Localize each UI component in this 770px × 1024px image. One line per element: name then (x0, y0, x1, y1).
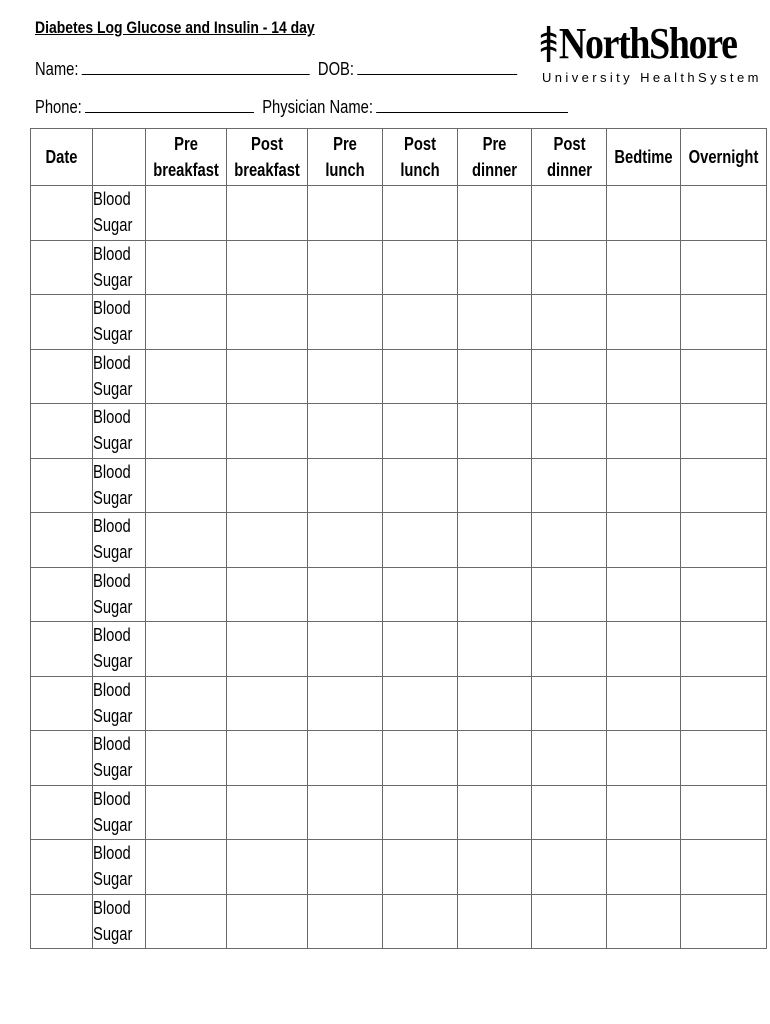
reading-entry-cell[interactable] (607, 622, 681, 677)
column-header-text (234, 131, 300, 183)
date-entry-cell[interactable] (31, 785, 93, 840)
table-row (31, 731, 767, 786)
reading-entry-cell[interactable] (681, 186, 767, 241)
column-header (227, 129, 308, 186)
column-header-line1: Pre (174, 134, 198, 154)
reading-entry-cell[interactable] (383, 894, 458, 949)
reading-entry-cell[interactable] (308, 840, 383, 895)
reading-entry-cell[interactable] (607, 894, 681, 949)
reading-entry-cell[interactable] (146, 349, 227, 404)
reading-entry-cell[interactable] (681, 676, 767, 731)
date-entry-cell[interactable] (31, 240, 93, 295)
blood-sugar-label (93, 513, 132, 565)
reading-entry-cell[interactable] (227, 295, 308, 350)
reading-entry-cell[interactable] (146, 513, 227, 568)
column-header (607, 129, 681, 186)
date-entry-cell[interactable] (31, 840, 93, 895)
blood-sugar-label-line2: Sugar (93, 378, 133, 399)
blood-sugar-label (93, 404, 132, 456)
reading-entry-cell[interactable] (607, 295, 681, 350)
column-header-line2: lunch (400, 160, 440, 180)
reading-entry-cell[interactable] (681, 404, 767, 459)
blood-sugar-label-line1: Blood (93, 897, 131, 918)
reading-entry-cell[interactable] (532, 513, 607, 568)
reading-entry-cell[interactable] (681, 567, 767, 622)
reading-entry-cell[interactable] (458, 458, 532, 513)
reading-entry-cell[interactable] (383, 186, 458, 241)
reading-entry-cell[interactable] (681, 240, 767, 295)
column-header-line1: Post (251, 134, 284, 154)
blood-sugar-label-line1: Blood (93, 243, 131, 264)
column-header-line1: Date (45, 147, 78, 167)
reading-entry-cell[interactable] (458, 785, 532, 840)
blood-sugar-label (93, 677, 132, 729)
blood-sugar-label-line1: Blood (93, 570, 131, 591)
blood-sugar-label-cell (93, 567, 146, 622)
blood-sugar-label-cell (93, 894, 146, 949)
column-header-text (45, 144, 77, 170)
date-entry-cell[interactable] (31, 731, 93, 786)
reading-entry-cell[interactable] (458, 513, 532, 568)
name-label: Name: (35, 59, 79, 79)
reading-entry-cell[interactable] (146, 404, 227, 459)
reading-entry-cell[interactable] (227, 513, 308, 568)
column-header-text (547, 131, 592, 183)
blood-sugar-label-line2: Sugar (93, 215, 133, 235)
blood-sugar-label-cell (93, 785, 146, 840)
name-dob-line (35, 58, 525, 80)
reading-entry-cell[interactable] (227, 186, 308, 241)
blood-sugar-label-line2: Sugar (93, 869, 133, 889)
date-entry-cell[interactable] (31, 567, 93, 622)
table-row (31, 622, 767, 677)
logo-name: NorthShore (558, 19, 737, 68)
blood-sugar-label-line1: Blood (93, 461, 131, 482)
phone-physician-line (35, 96, 576, 118)
blood-sugar-label (93, 241, 132, 293)
phone-field[interactable] (85, 96, 254, 113)
blood-sugar-label-cell (93, 404, 146, 459)
blood-sugar-label-line2: Sugar (93, 651, 133, 671)
column-header-text (400, 131, 439, 183)
blood-sugar-label-cell (93, 240, 146, 295)
reading-entry-cell[interactable] (227, 840, 308, 895)
physician-field[interactable] (376, 96, 568, 113)
reading-entry-cell[interactable] (681, 785, 767, 840)
column-header (681, 129, 767, 186)
dob-label: DOB: (317, 59, 355, 79)
column-header-line1: Post (553, 134, 586, 154)
reading-entry-cell[interactable] (458, 894, 532, 949)
blood-sugar-label-line2: Sugar (93, 487, 133, 508)
reading-entry-cell[interactable] (383, 295, 458, 350)
reading-entry-cell[interactable] (458, 731, 532, 786)
reading-entry-cell[interactable] (146, 731, 227, 786)
reading-entry-cell[interactable] (308, 295, 383, 350)
reading-entry-cell[interactable] (308, 622, 383, 677)
blood-sugar-label-line2: Sugar (93, 269, 133, 290)
reading-entry-cell[interactable] (681, 840, 767, 895)
reading-entry-cell[interactable] (146, 676, 227, 731)
blood-sugar-label (93, 186, 132, 238)
table-row (31, 186, 767, 241)
column-header-text (472, 131, 517, 183)
column-header (146, 129, 227, 186)
column-header-text (614, 144, 672, 170)
reading-entry-cell[interactable] (227, 894, 308, 949)
reading-entry-cell[interactable] (308, 513, 383, 568)
column-header-line1: Post (404, 134, 437, 154)
reading-entry-cell[interactable] (681, 894, 767, 949)
column-header (31, 129, 93, 186)
table-header-row (31, 129, 767, 186)
column-header (458, 129, 532, 186)
reading-entry-cell[interactable] (308, 349, 383, 404)
reading-entry-cell[interactable] (532, 295, 607, 350)
glucose-log-table (30, 128, 767, 949)
blood-sugar-label (93, 895, 132, 947)
table-row (31, 676, 767, 731)
blood-sugar-label-line2: Sugar (93, 596, 133, 617)
reading-entry-cell[interactable] (458, 295, 532, 350)
reading-entry-cell[interactable] (227, 731, 308, 786)
reading-entry-cell[interactable] (383, 349, 458, 404)
reading-entry-cell[interactable] (146, 840, 227, 895)
blood-sugar-label-line1: Blood (93, 189, 131, 209)
column-header-line1: Pre (482, 134, 507, 154)
table-row (31, 513, 767, 568)
blood-sugar-label-line2: Sugar (93, 923, 133, 944)
blood-sugar-label-line2: Sugar (93, 542, 133, 562)
reading-entry-cell[interactable] (308, 404, 383, 459)
blood-sugar-label-line1: Blood (93, 788, 131, 809)
column-header (532, 129, 607, 186)
reading-entry-cell[interactable] (146, 622, 227, 677)
column-header-line2: breakfast (234, 160, 300, 180)
table-row (31, 567, 767, 622)
blood-sugar-label-line1: Blood (93, 516, 131, 536)
reading-entry-cell[interactable] (532, 349, 607, 404)
column-header-line2: dinner (472, 160, 518, 180)
reading-entry-cell[interactable] (532, 622, 607, 677)
reading-entry-cell[interactable] (607, 186, 681, 241)
blood-sugar-label-line1: Blood (93, 298, 131, 318)
reading-entry-cell[interactable] (458, 676, 532, 731)
reading-entry-cell[interactable] (681, 458, 767, 513)
reading-entry-cell[interactable] (146, 186, 227, 241)
blood-sugar-label-cell (93, 840, 146, 895)
column-header (93, 129, 146, 186)
reading-entry-cell[interactable] (681, 622, 767, 677)
northshore-logo (540, 19, 762, 90)
reading-entry-cell[interactable] (532, 894, 607, 949)
blood-sugar-label-cell (93, 622, 146, 677)
reading-entry-cell[interactable] (607, 567, 681, 622)
blood-sugar-label-line1: Blood (93, 352, 131, 373)
blood-sugar-label-cell (93, 513, 146, 568)
blood-sugar-label-line1: Blood (93, 679, 131, 700)
column-header-text (325, 131, 364, 183)
name-field[interactable] (82, 58, 310, 75)
logo-wordmark (540, 20, 737, 68)
logo-cross-icon (540, 26, 557, 62)
blood-sugar-label (93, 840, 132, 892)
reading-entry-cell[interactable] (681, 349, 767, 404)
reading-entry-cell[interactable] (308, 731, 383, 786)
column-header-text (689, 144, 759, 170)
column-header-text (153, 131, 219, 183)
reading-entry-cell[interactable] (458, 840, 532, 895)
date-entry-cell[interactable] (31, 622, 93, 677)
reading-entry-cell[interactable] (146, 894, 227, 949)
blood-sugar-label-line1: Blood (93, 625, 131, 645)
blood-sugar-label (93, 622, 132, 674)
reading-entry-cell[interactable] (532, 404, 607, 459)
reading-entry-cell[interactable] (383, 404, 458, 459)
document-title: Diabetes Log Glucose and Insulin - 14 day (35, 18, 315, 37)
column-header-line2: lunch (325, 160, 365, 180)
reading-entry-cell[interactable] (227, 240, 308, 295)
blood-sugar-label-line2: Sugar (93, 705, 133, 726)
blood-sugar-label-cell (93, 349, 146, 404)
physician-label: Physician Name: (262, 97, 373, 117)
reading-entry-cell[interactable] (607, 840, 681, 895)
blood-sugar-label-line1: Blood (93, 843, 131, 863)
table-row (31, 785, 767, 840)
date-entry-cell[interactable] (31, 186, 93, 241)
reading-entry-cell[interactable] (458, 349, 532, 404)
dob-field[interactable] (357, 58, 517, 75)
reading-entry-cell[interactable] (227, 676, 308, 731)
reading-entry-cell[interactable] (458, 622, 532, 677)
column-header-line2: dinner (546, 160, 592, 180)
reading-entry-cell[interactable] (146, 785, 227, 840)
reading-entry-cell[interactable] (308, 894, 383, 949)
reading-entry-cell[interactable] (607, 349, 681, 404)
reading-entry-cell[interactable] (383, 731, 458, 786)
table-row (31, 840, 767, 895)
reading-entry-cell[interactable] (532, 567, 607, 622)
blood-sugar-label-cell (93, 186, 146, 241)
table-row (31, 240, 767, 295)
reading-entry-cell[interactable] (383, 785, 458, 840)
blood-sugar-label-line2: Sugar (93, 814, 133, 835)
reading-entry-cell[interactable] (532, 785, 607, 840)
reading-entry-cell[interactable] (532, 458, 607, 513)
reading-entry-cell[interactable] (308, 458, 383, 513)
reading-entry-cell[interactable] (308, 785, 383, 840)
reading-entry-cell[interactable] (607, 785, 681, 840)
reading-entry-cell[interactable] (607, 676, 681, 731)
blood-sugar-label (93, 731, 132, 783)
date-entry-cell[interactable] (31, 404, 93, 459)
reading-entry-cell[interactable] (308, 567, 383, 622)
blood-sugar-label-line2: Sugar (93, 760, 133, 780)
reading-entry-cell[interactable] (458, 240, 532, 295)
reading-entry-cell[interactable] (383, 676, 458, 731)
reading-entry-cell[interactable] (607, 458, 681, 513)
reading-entry-cell[interactable] (227, 567, 308, 622)
date-entry-cell[interactable] (31, 458, 93, 513)
reading-entry-cell[interactable] (681, 513, 767, 568)
blood-sugar-label-cell (93, 295, 146, 350)
reading-entry-cell[interactable] (681, 731, 767, 786)
reading-entry-cell[interactable] (227, 349, 308, 404)
reading-entry-cell[interactable] (607, 513, 681, 568)
column-header-line1: Bedtime (614, 147, 673, 167)
blood-sugar-label-line2: Sugar (93, 324, 133, 344)
reading-entry-cell[interactable] (607, 404, 681, 459)
blood-sugar-label (93, 350, 132, 402)
blood-sugar-label-line1: Blood (93, 734, 131, 754)
reading-entry-cell[interactable] (146, 567, 227, 622)
table-row (31, 295, 767, 350)
reading-entry-cell[interactable] (532, 676, 607, 731)
reading-entry-cell[interactable] (383, 567, 458, 622)
blood-sugar-label-cell (93, 458, 146, 513)
reading-entry-cell[interactable] (146, 240, 227, 295)
column-header-line1: Pre (333, 134, 357, 154)
reading-entry-cell[interactable] (607, 731, 681, 786)
reading-entry-cell[interactable] (383, 622, 458, 677)
reading-entry-cell[interactable] (227, 785, 308, 840)
date-entry-cell[interactable] (31, 295, 93, 350)
date-entry-cell[interactable] (31, 676, 93, 731)
blood-sugar-label (93, 295, 132, 347)
date-entry-cell[interactable] (31, 349, 93, 404)
reading-entry-cell[interactable] (681, 295, 767, 350)
date-entry-cell[interactable] (31, 513, 93, 568)
blood-sugar-label (93, 568, 132, 620)
reading-entry-cell[interactable] (308, 240, 383, 295)
table-row (31, 894, 767, 949)
blood-sugar-label-line1: Blood (93, 407, 131, 427)
reading-entry-cell[interactable] (227, 622, 308, 677)
date-entry-cell[interactable] (31, 894, 93, 949)
column-header (383, 129, 458, 186)
table-row (31, 349, 767, 404)
blood-sugar-label (93, 459, 132, 511)
reading-entry-cell[interactable] (458, 186, 532, 241)
reading-entry-cell[interactable] (227, 458, 308, 513)
reading-entry-cell[interactable] (458, 404, 532, 459)
reading-entry-cell[interactable] (532, 731, 607, 786)
phone-label: Phone: (35, 97, 82, 117)
logo-subtitle: University HealthSystem (542, 70, 762, 85)
reading-entry-cell[interactable] (146, 295, 227, 350)
reading-entry-cell[interactable] (607, 240, 681, 295)
reading-entry-cell[interactable] (383, 513, 458, 568)
reading-entry-cell[interactable] (227, 404, 308, 459)
column-header-line2: breakfast (153, 160, 219, 180)
table-row (31, 458, 767, 513)
reading-entry-cell[interactable] (383, 840, 458, 895)
reading-entry-cell[interactable] (532, 840, 607, 895)
blood-sugar-label (93, 786, 132, 838)
column-header-line1: Overnight (688, 147, 759, 167)
reading-entry-cell[interactable] (383, 458, 458, 513)
blood-sugar-label-cell (93, 731, 146, 786)
reading-entry-cell[interactable] (383, 240, 458, 295)
column-header (308, 129, 383, 186)
table-row (31, 404, 767, 459)
table-body (31, 186, 767, 949)
reading-entry-cell[interactable] (532, 186, 607, 241)
blood-sugar-label-cell (93, 676, 146, 731)
reading-entry-cell[interactable] (308, 676, 383, 731)
blood-sugar-label-line2: Sugar (93, 433, 133, 453)
reading-entry-cell[interactable] (532, 240, 607, 295)
reading-entry-cell[interactable] (146, 458, 227, 513)
reading-entry-cell[interactable] (308, 186, 383, 241)
reading-entry-cell[interactable] (458, 567, 532, 622)
